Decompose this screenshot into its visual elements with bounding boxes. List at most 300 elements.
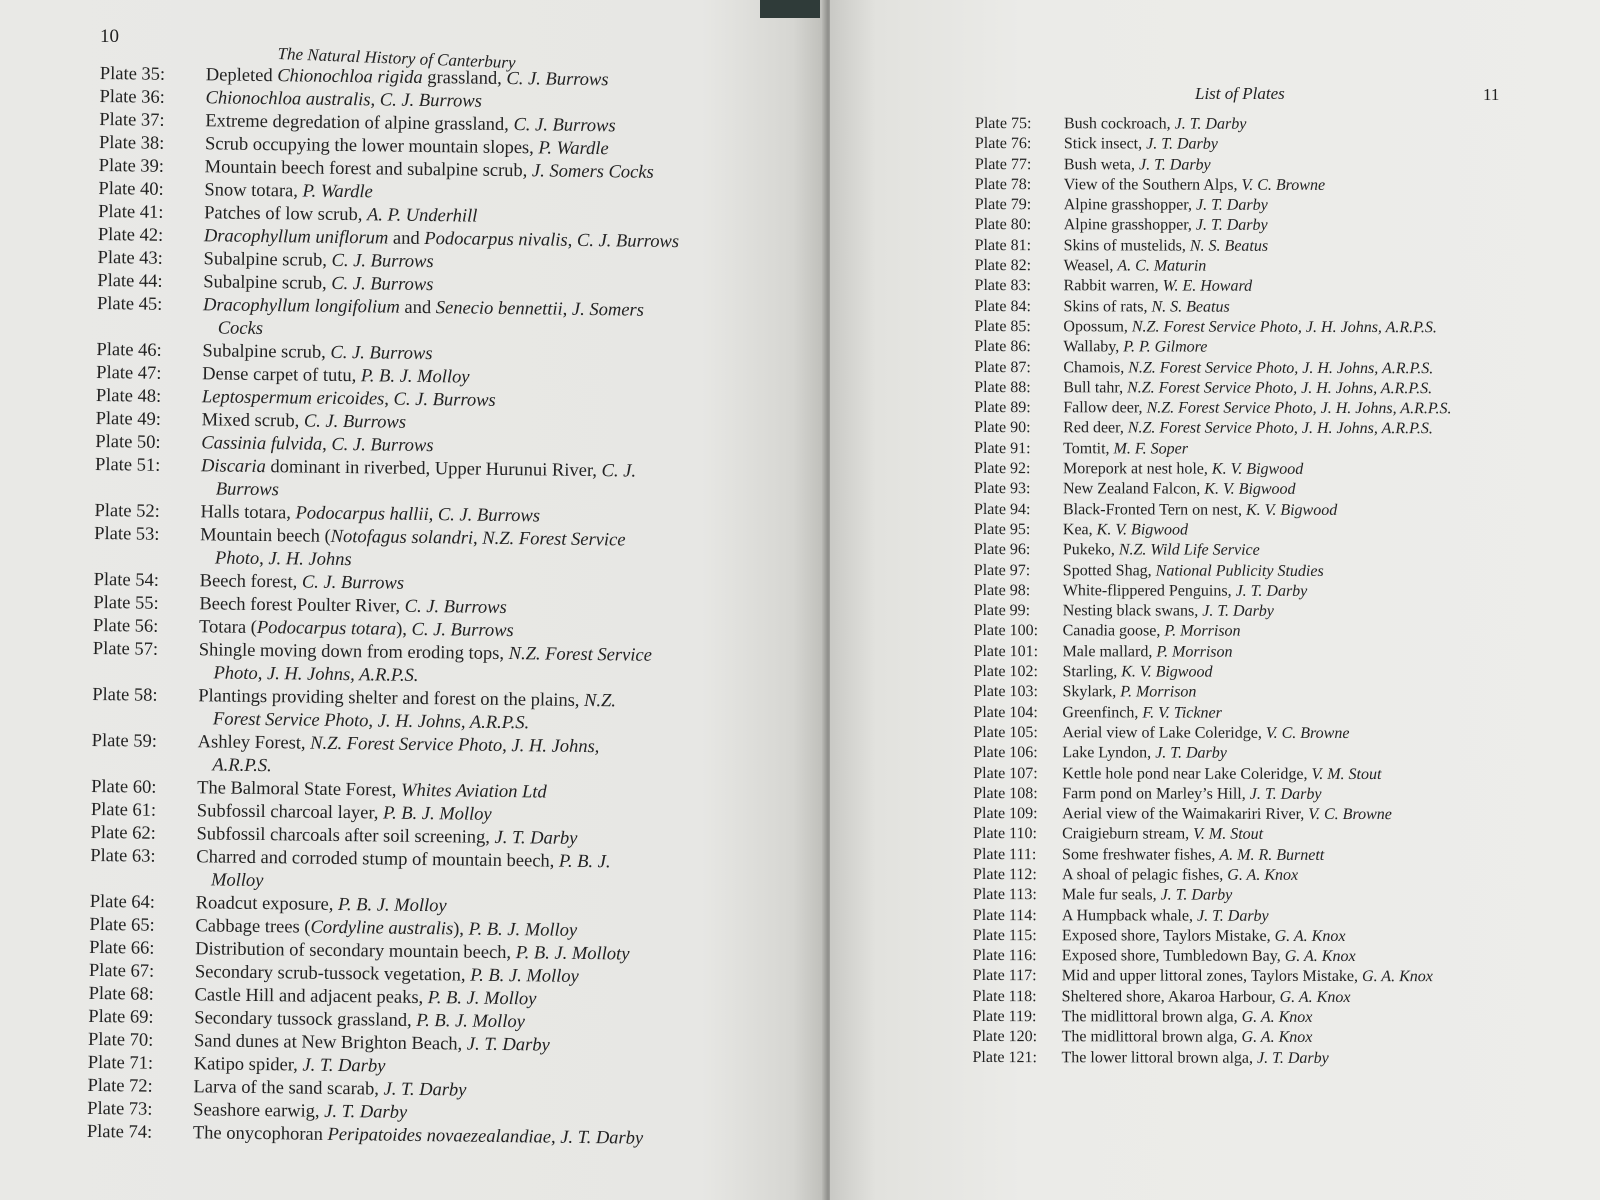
caption-text: , — [259, 548, 269, 570]
plate-caption — [1063, 520, 1188, 541]
italic-text: Cassinia fulvida — [201, 433, 323, 455]
photo-credit: N.Z. Forest Service Photo, J. H. Johns, A.R.P.S. — [1128, 358, 1434, 377]
plate-label: Plate 89: — [974, 399, 1031, 417]
caption-text: Secondary tussock grassland, — [194, 1008, 417, 1031]
photo-credit: N.Z. Forest Service Photo, J. H. Johns, A.R.P.S. — [1127, 419, 1433, 438]
caption-text: Extreme degredation of alpine grassland, — [205, 111, 514, 136]
plate-row — [975, 236, 1452, 258]
plate-caption — [1062, 967, 1433, 988]
plate-row — [975, 134, 1452, 156]
plate-label: Plate 86: — [974, 338, 1031, 356]
plate-label: Plate 40: — [98, 178, 164, 200]
plate-caption — [203, 271, 433, 297]
italic-text: Cordyline australis — [310, 917, 454, 940]
plate-label: Plate 109: — [973, 805, 1038, 823]
caption-text: Greenfinch, — [1062, 703, 1143, 722]
caption-text: Kea, — [1062, 521, 1097, 539]
plate-label: Plate 39: — [98, 155, 165, 177]
caption-text: Wallaby, — [1063, 338, 1124, 356]
plate-label: Plate 67: — [88, 960, 155, 982]
plate-caption — [1064, 195, 1268, 216]
caption-text: Distribution of secondary mountain beech, — [195, 939, 516, 964]
italic-text: N.Z. Forest Service Photo — [310, 733, 503, 756]
caption-text: White-flippered Penguins, — [1062, 582, 1236, 600]
photo-credit: A. M. R. Burnett — [1219, 846, 1325, 864]
caption-text: Subfossil charcoals after soil screening, — [196, 824, 495, 848]
photo-credit: V. C. Browne — [1308, 805, 1392, 824]
plate-label: Plate 45: — [96, 293, 163, 315]
italic-text: Chionochloa rigida — [277, 66, 423, 88]
italic-text: Burrows — [215, 479, 279, 501]
plate-caption — [1062, 804, 1392, 825]
plate-label: Plate 105: — [973, 723, 1038, 742]
photo-credit: J. T. Darby — [1249, 785, 1322, 803]
caption-text: Halls totara, — [200, 502, 296, 524]
plate-row — [974, 540, 1451, 562]
caption-text: A shoal of pelagic fishes, — [1061, 866, 1228, 884]
caption-text: Chamois, — [1063, 358, 1129, 376]
photo-credit: V. C. Browne — [1241, 176, 1326, 194]
italic-text: Molloy — [210, 870, 264, 892]
caption-text: The midlittoral brown alga, — [1061, 1008, 1242, 1026]
italic-text: C. J. Burrows — [331, 434, 434, 457]
italic-text: C. J. Burrows — [513, 115, 616, 137]
plate-row — [973, 703, 1450, 725]
plate-caption — [1062, 886, 1232, 907]
photo-credit: J. T. Darby — [1160, 886, 1233, 904]
caption-text: Alpine grasshopper, — [1063, 196, 1197, 214]
italic-text: N.Z. Forest Service — [508, 644, 652, 666]
caption-text: Opossum, — [1063, 318, 1132, 336]
italic-text: C. J. Burrows — [437, 505, 541, 527]
photo-credit: V. M. Stout — [1311, 765, 1382, 783]
photo-credit: V. C. Browne — [1265, 724, 1350, 742]
plate-row — [973, 763, 1450, 785]
photo-credit: G. A. Knox — [1241, 1029, 1313, 1047]
caption-text: Larva of the sand scarab, — [193, 1077, 384, 1100]
caption-text: The Balmoral State Forest, — [197, 778, 402, 801]
caption-text: Seashore earwig, — [193, 1100, 325, 1122]
plate-row — [974, 662, 1451, 684]
caption-text: Mountain beech forest and subalpine scrub, — [204, 157, 533, 182]
caption-text: and — [399, 297, 436, 319]
plate-caption — [1064, 114, 1246, 135]
plate-caption — [1063, 297, 1229, 318]
plate-label: Plate 94: — [973, 500, 1031, 518]
photo-credit: K. V. Bigwood — [1211, 460, 1304, 478]
plate-list — [973, 114, 1453, 1069]
plate-caption — [193, 1122, 644, 1150]
caption-text: Starling, — [1062, 663, 1122, 681]
plate-label: Plate 77: — [974, 155, 1032, 173]
italic-text: P. B. J. Molloy — [468, 919, 578, 941]
plate-caption — [202, 363, 470, 389]
caption-text: , — [502, 735, 512, 757]
italic-text: Podocarpus nivalis — [424, 228, 568, 251]
plate-caption — [1062, 906, 1269, 927]
plate-label: Plate 87: — [974, 358, 1031, 376]
plate-caption — [1064, 256, 1207, 277]
caption-text: Mid and upper littoral zones, Taylors Mistake, — [1061, 967, 1363, 986]
plate-label: Plate 88: — [974, 378, 1031, 397]
caption-text: Bush cockroach, — [1063, 115, 1175, 133]
caption-text: Exposed shore, Taylors Mistake, — [1061, 927, 1275, 945]
plate-label: Plate 103: — [973, 683, 1038, 701]
plate-row — [974, 297, 1451, 319]
caption-text: Nesting black swans, — [1062, 602, 1203, 620]
plate-caption — [200, 570, 405, 595]
plate-row — [973, 987, 1450, 1009]
italic-text: P. B. J. Molloy — [427, 988, 537, 1010]
plate-label: Plate 41: — [98, 201, 164, 223]
plate-label: Plate 112: — [972, 865, 1037, 884]
photo-credit: N.Z. Forest Service Photo, J. H. Johns, A.R.P.S. — [1127, 379, 1433, 398]
caption-text: Some freshwater fishes, — [1062, 845, 1220, 864]
italic-text: Dracophyllum longifolium — [202, 295, 400, 318]
photo-credit: N. S. Beatus — [1189, 237, 1269, 255]
plate-label: Plate 115: — [972, 926, 1037, 945]
caption-text: and — [388, 228, 425, 249]
italic-text: Photo — [214, 548, 260, 569]
running-head: The Natural History of Canterbury — [277, 44, 516, 73]
italic-text: C. J. Burrows — [393, 389, 496, 411]
plate-caption — [1062, 1048, 1329, 1069]
plate-label: Plate 44: — [97, 270, 163, 292]
italic-text: J. Somers — [571, 299, 644, 321]
photo-credit: J. T. Darby — [1155, 744, 1227, 762]
plate-label: Plate 80: — [974, 216, 1032, 234]
plate-caption — [1064, 175, 1325, 196]
photo-credit: K. V. Bigwood — [1204, 480, 1296, 499]
caption-text: Charred and corroded stump of mountain beech, — [196, 847, 560, 872]
caption-text: A Humpback whale, — [1061, 906, 1198, 925]
italic-text: C. J. Burrows — [411, 619, 514, 642]
caption-text: Skins of mustelids, — [1063, 237, 1190, 255]
photo-credit: J. T. Darby — [1146, 135, 1218, 153]
caption-text: , — [550, 1127, 561, 1148]
caption-text: , — [472, 528, 483, 549]
caption-text: Skylark, — [1062, 683, 1121, 701]
plate-row — [974, 398, 1451, 420]
plate-label: Plate 46: — [96, 339, 162, 361]
plate-label: Plate 119: — [972, 1008, 1037, 1026]
plate-caption — [1063, 459, 1303, 480]
caption-text: Patches of low scrub, — [204, 203, 368, 226]
plate-caption — [204, 202, 477, 228]
plate-caption — [1064, 236, 1269, 257]
plate-row — [974, 378, 1451, 400]
plate-label: Plate 99: — [973, 602, 1031, 620]
italic-text: J. T. Darby — [494, 827, 578, 849]
plate-caption — [1062, 987, 1351, 1008]
photo-credit: K. V. Bigwood — [1121, 663, 1213, 681]
plate-label: Plate 72: — [87, 1075, 153, 1097]
caption-text: Depleted — [205, 65, 278, 87]
plate-row — [975, 155, 1452, 177]
plate-caption — [196, 892, 447, 918]
caption-text: , — [370, 90, 380, 111]
plate-caption — [201, 409, 406, 434]
plate-label: Plate 35: — [99, 63, 166, 85]
plate-label: Plate 113: — [972, 886, 1037, 904]
plate-caption — [1062, 764, 1381, 785]
plate-caption — [1062, 845, 1324, 866]
plate-row — [974, 561, 1451, 583]
caption-text: Snow totara, — [204, 180, 303, 202]
plate-row — [974, 642, 1451, 664]
plate-label: Plate 73: — [87, 1098, 153, 1120]
caption-text: , — [368, 711, 378, 732]
plate-label: Plate 66: — [89, 937, 155, 959]
caption-text: Secondary scrub-tussock vegetation, — [194, 962, 471, 986]
plate-caption — [194, 1053, 386, 1078]
photo-credit: G. A. Knox — [1284, 947, 1356, 966]
plate-label: Plate 55: — [93, 592, 159, 614]
plate-caption — [1063, 480, 1296, 501]
plate-caption — [193, 1076, 466, 1102]
plate-label: Plate 95: — [973, 520, 1031, 539]
italic-text: P. B. J. Molloy — [360, 366, 470, 388]
plate-label: Plate 57: — [92, 638, 159, 660]
photo-credit: F. V. Tickner — [1142, 704, 1222, 722]
italic-text: C. J. Burrows — [576, 230, 680, 253]
plate-caption — [1062, 723, 1349, 744]
plate-caption — [1063, 581, 1308, 602]
plate-caption — [203, 248, 433, 274]
plate-caption — [201, 432, 433, 458]
italic-text: Discaria — [200, 456, 266, 478]
caption-text: Dense carpet of tutu, — [202, 364, 362, 387]
italic-text: J. H. Johns, A.R.P.S. — [377, 711, 530, 734]
italic-text: Chionochloa australis — [205, 88, 371, 111]
plate-label: Plate 38: — [98, 132, 165, 154]
caption-text: , — [257, 663, 268, 685]
plate-caption — [205, 87, 482, 113]
italic-text: Dracophyllum uniflorum — [203, 226, 389, 249]
plate-row — [975, 215, 1452, 237]
caption-text: Subfossil charcoal layer, — [196, 801, 384, 824]
caption-text: Bull tahr, — [1063, 379, 1128, 397]
caption-text: Subalpine scrub, — [202, 341, 331, 363]
italic-text: C. J. Burrows — [331, 250, 434, 273]
plate-label: Plate 71: — [87, 1052, 154, 1074]
caption-text: Subalpine scrub, — [203, 272, 332, 294]
plate-label: Plate 111: — [973, 845, 1037, 863]
plate-caption — [1063, 601, 1274, 622]
italic-text: Forest Service Photo — [212, 709, 369, 732]
caption-text: Bush weta, — [1063, 155, 1139, 174]
plate-caption — [1063, 561, 1324, 582]
caption-text: Pukeko, — [1062, 541, 1119, 559]
plate-row — [973, 723, 1450, 745]
italic-text: Podocarpus totara — [256, 617, 397, 640]
italic-text: C. J. Burrows — [379, 90, 483, 112]
plate-row — [973, 966, 1450, 988]
plate-row — [974, 358, 1451, 380]
italic-text: P. Wardle — [538, 138, 609, 160]
plate-row — [975, 195, 1452, 217]
photo-credit: N.Z. Wild Life Service — [1118, 541, 1260, 559]
plate-label: Plate 84: — [974, 297, 1031, 315]
plate-row — [975, 114, 1452, 136]
plate-label: Plate 98: — [973, 581, 1031, 599]
plate-label: Plate 70: — [87, 1029, 154, 1051]
plate-row — [974, 337, 1451, 359]
plate-label: Plate 76: — [974, 135, 1032, 153]
caption-text: Alpine grasshopper, — [1063, 216, 1196, 235]
plate-caption — [204, 179, 373, 204]
plate-row — [974, 479, 1451, 501]
caption-text: Mountain beech ( — [200, 525, 331, 547]
plate-caption — [1063, 622, 1241, 643]
plate-label: Plate 58: — [92, 684, 158, 706]
plate-row — [973, 743, 1450, 765]
plate-row — [973, 784, 1450, 806]
caption-text: Canadia goose, — [1062, 622, 1165, 640]
plate-label: Plate 75: — [974, 115, 1032, 133]
plate-caption — [1062, 683, 1196, 704]
caption-text: grassland, — [422, 67, 507, 89]
italic-text: J. T. Darby — [466, 1034, 550, 1056]
photo-credit: M. F. Soper — [1113, 440, 1188, 458]
caption-text: Farm pond on Marley’s Hill, — [1062, 785, 1250, 803]
italic-text: Podocarpus hallii — [295, 503, 429, 526]
plate-row — [973, 865, 1450, 887]
page-number: 11 — [1483, 85, 1500, 104]
photo-credit: National Publicity Studies — [1155, 562, 1324, 580]
caption-text: Shingle moving down from eroding tops, — [198, 640, 509, 665]
photo-credit: J. T. Darby — [1257, 1049, 1329, 1067]
plate-row — [974, 418, 1451, 440]
photo-credit: G. A. Knox — [1227, 866, 1299, 884]
italic-text: C. J. Burrows — [506, 68, 609, 91]
italic-text: C. J. Burrows — [303, 411, 407, 433]
plate-label: Plate 82: — [974, 257, 1032, 275]
plate-label: Plate 102: — [973, 663, 1038, 681]
plate-label: Plate 114: — [972, 906, 1037, 924]
italic-text: C. J. Burrows — [404, 596, 507, 619]
plate-label: Plate 106: — [973, 744, 1038, 762]
caption-text: The midlittoral brown alga, — [1061, 1028, 1242, 1047]
italic-text: P. B. J. Molloty — [515, 943, 630, 965]
plate-label: Plate 49: — [95, 408, 162, 430]
plate-label: Plate 61: — [90, 799, 157, 821]
caption-text: Spotted Shag, — [1062, 561, 1156, 580]
plate-label: Plate 116: — [972, 947, 1037, 965]
plate-caption — [1064, 155, 1211, 176]
plate-caption — [1062, 926, 1346, 947]
plate-label: Plate 48: — [95, 385, 162, 407]
plate-label: Plate 118: — [972, 987, 1037, 1005]
photo-credit: J. T. Darby — [1235, 582, 1308, 600]
plate-label: Plate 104: — [973, 703, 1038, 721]
caption-text: Mixed scrub, — [201, 410, 305, 432]
plate-row — [973, 885, 1450, 907]
italic-text: P. B. J. — [558, 851, 611, 873]
plate-caption — [1063, 337, 1207, 358]
caption-text: Male mallard, — [1062, 642, 1157, 661]
plate-label: Plate 59: — [91, 730, 158, 752]
plate-caption — [1063, 358, 1433, 379]
italic-text: J. H. Johns, A.R.P.S. — [266, 664, 419, 686]
plate-row — [973, 824, 1450, 846]
plate-label: Plate 74: — [86, 1121, 153, 1143]
italic-text: P. B. J. Molloy — [337, 894, 447, 917]
photo-credit: N.Z. Forest Service Photo, J. H. Johns, A.R.P.S. — [1131, 318, 1437, 337]
caption-text: Subalpine scrub, — [203, 249, 332, 271]
italic-text: Photo — [213, 663, 258, 684]
italic-text: P. B. J. Molloy — [416, 1010, 525, 1033]
plate-caption — [1062, 1028, 1313, 1049]
italic-text: C. J. — [601, 461, 637, 482]
caption-text: Beech forest, — [199, 571, 303, 593]
italic-text: Leptospermum ericoides — [201, 387, 385, 410]
caption-text: Stick insect, — [1063, 135, 1147, 153]
photo-credit: P. Morrison — [1156, 643, 1233, 661]
plate-label: Plate 121: — [972, 1048, 1037, 1066]
plate-caption — [1063, 540, 1260, 561]
caption-text: The lower littoral brown alga, — [1061, 1048, 1258, 1067]
plate-label: Plate 69: — [88, 1006, 154, 1028]
caption-text: Skins of rats, — [1063, 297, 1152, 316]
italic-text: N.Z. — [583, 690, 617, 712]
plate-row — [973, 926, 1450, 948]
caption-text: Lake Lyndon, — [1062, 744, 1156, 762]
italic-text: P. B. J. Molloy — [470, 965, 579, 987]
plate-caption — [1062, 825, 1263, 846]
plate-label: Plate 120: — [972, 1028, 1038, 1046]
plate-label: Plate 64: — [89, 891, 156, 913]
plate-row — [973, 946, 1450, 968]
caption-text: , — [567, 230, 578, 251]
italic-text: Whites Aviation Ltd — [400, 780, 547, 803]
plate-label: Plate 42: — [97, 224, 164, 246]
plate-caption — [1064, 277, 1253, 298]
italic-text: C. J. Burrows — [330, 342, 433, 365]
italic-text: J. H. Johns, — [511, 736, 600, 758]
plate-label: Plate 96: — [973, 541, 1031, 559]
photo-credit: J. T. Darby — [1196, 907, 1269, 925]
plate-label: Plate 97: — [973, 561, 1031, 579]
photo-credit: G. A. Knox — [1241, 1008, 1313, 1026]
photo-credit: G. A. Knox — [1274, 927, 1346, 945]
plate-row — [974, 439, 1451, 461]
plate-label: Plate 62: — [90, 822, 156, 844]
plate-row — [974, 459, 1451, 481]
plate-caption — [202, 340, 432, 366]
caption-text: Scrub occupying the lower mountain slopes, — [204, 134, 539, 159]
photo-credit: J. T. Darby — [1195, 217, 1268, 235]
plate-row — [974, 317, 1451, 339]
caption-text: Exposed shore, Tumbledown Bay, — [1061, 947, 1285, 965]
plate-label: Plate 56: — [92, 615, 159, 637]
caption-text: Weasel, — [1063, 257, 1118, 275]
plate-label: Plate 52: — [94, 500, 160, 522]
italic-text: P. B. J. Molloy — [382, 803, 492, 825]
photo-credit: V. M. Stout — [1193, 825, 1264, 844]
plate-label: Plate 53: — [94, 523, 160, 545]
plate-label: Plate 101: — [973, 642, 1039, 660]
photo-credit: P. Morrison — [1164, 622, 1241, 641]
italic-text: A. P. Underhill — [366, 205, 478, 227]
caption-text: Roadcut exposure, — [195, 893, 339, 915]
italic-text: P. Wardle — [302, 181, 373, 203]
caption-text: Fallow deer, — [1063, 399, 1147, 417]
plate-list — [87, 63, 681, 1151]
caption-text: Castle Hill and adjacent peaks, — [194, 985, 428, 1009]
caption-text: Tomtit, — [1063, 439, 1114, 458]
plate-caption — [1063, 378, 1432, 399]
